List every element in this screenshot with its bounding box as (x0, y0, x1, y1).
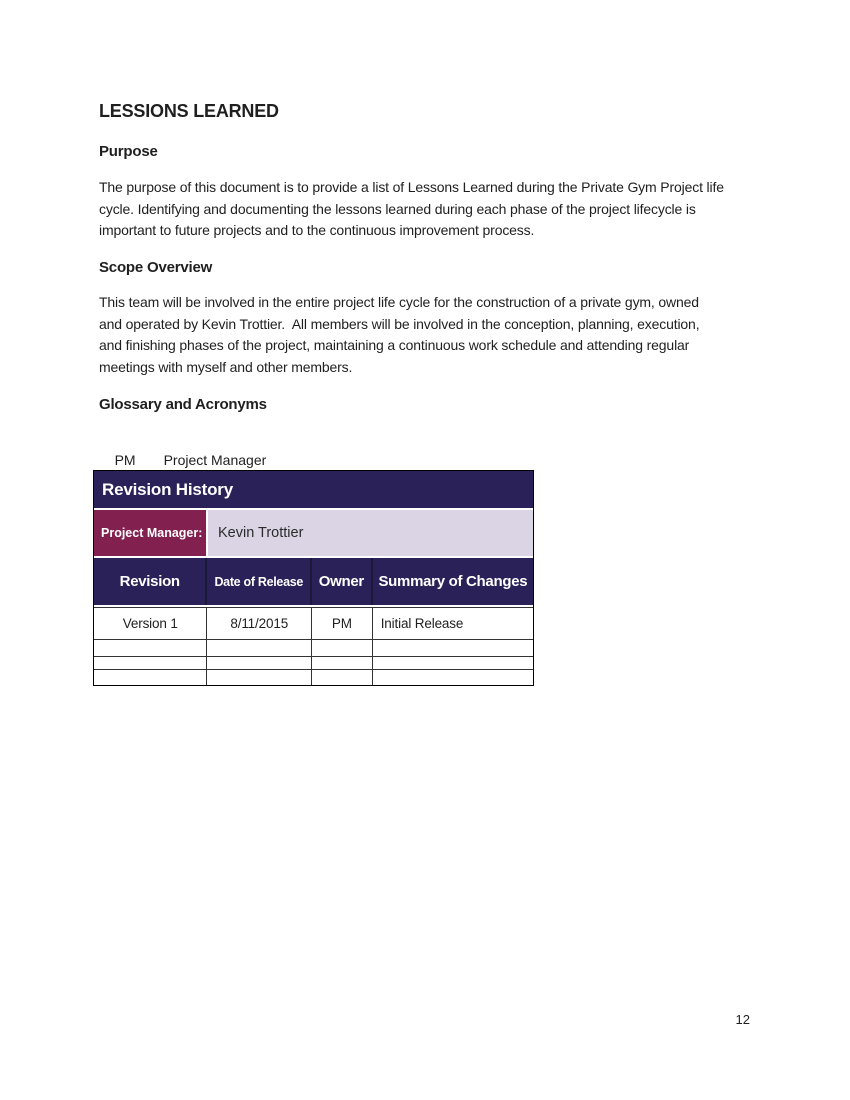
paragraph-line: cycle. Identifying and documenting the lessons learned during each phase of the project lifecycle is (99, 200, 696, 217)
cell-revision (94, 657, 207, 669)
cell-owner (312, 640, 373, 656)
project-manager-value: Kevin Trottier (208, 510, 533, 556)
revision-history-table (93, 470, 534, 686)
column-header-summary-of-changes: Summary of Changes (378, 573, 528, 590)
paragraph-line: This team will be involved in the entire project life cycle for the construction of a private gym, owned (99, 294, 699, 310)
cell-summary (373, 640, 533, 656)
paragraph-line: The purpose of this document is to provide a list of Lessons Learned during the Private Gym Project life (99, 179, 724, 195)
project-manager-label: Project Manager: (94, 510, 208, 556)
table-row (94, 640, 533, 657)
table-title: Revision History (94, 471, 533, 510)
section-heading-scope: Scope Overview (99, 259, 213, 276)
cell-owner (312, 657, 373, 669)
cell-summary (373, 657, 533, 669)
column-header-date-of-release: Date of Release (207, 558, 312, 605)
cell-revision (94, 670, 207, 685)
section-heading-glossary: Glossary and Acronyms (99, 396, 267, 413)
paragraph-line: and operated by Kevin Trottier. All members will be involved in the conception, planning, execution, (99, 315, 700, 332)
page-number: 12 (735, 1012, 750, 1027)
cell-revision (94, 640, 207, 656)
paragraph-scope (99, 292, 759, 378)
column-header-revision: Revision (94, 558, 207, 605)
cell-owner: PM (312, 608, 373, 639)
document-title: LESSIONS LEARNED (99, 101, 279, 121)
table-body (94, 607, 533, 685)
table-header-row (94, 558, 533, 607)
section-heading-purpose: Purpose (99, 143, 158, 160)
paragraph-line: and finishing phases of the project, maintaining a continuous work schedule and attending regular (99, 337, 690, 353)
paragraph-line: meetings with myself and other members. (99, 358, 353, 375)
column-header-owner: Owner (312, 558, 373, 605)
cell-date: 8/11/2015 (207, 608, 312, 639)
glossary-acronym: PM (114, 452, 136, 468)
cell-summary: Initial Release (380, 616, 464, 631)
table-row (94, 657, 533, 670)
cell-date (207, 657, 312, 669)
project-manager-row (94, 510, 533, 558)
cell-revision: Version 1 (94, 608, 207, 639)
cell-owner (312, 670, 373, 685)
cell-summary (373, 670, 533, 685)
paragraph-line: important to future projects and to the continuous improvement process. (99, 222, 535, 238)
glossary-definition: Project Manager (163, 452, 267, 468)
paragraph-purpose (99, 177, 759, 242)
cell-date (207, 670, 312, 685)
cell-date (207, 640, 312, 656)
table-row (94, 608, 533, 640)
table-row (94, 670, 533, 685)
